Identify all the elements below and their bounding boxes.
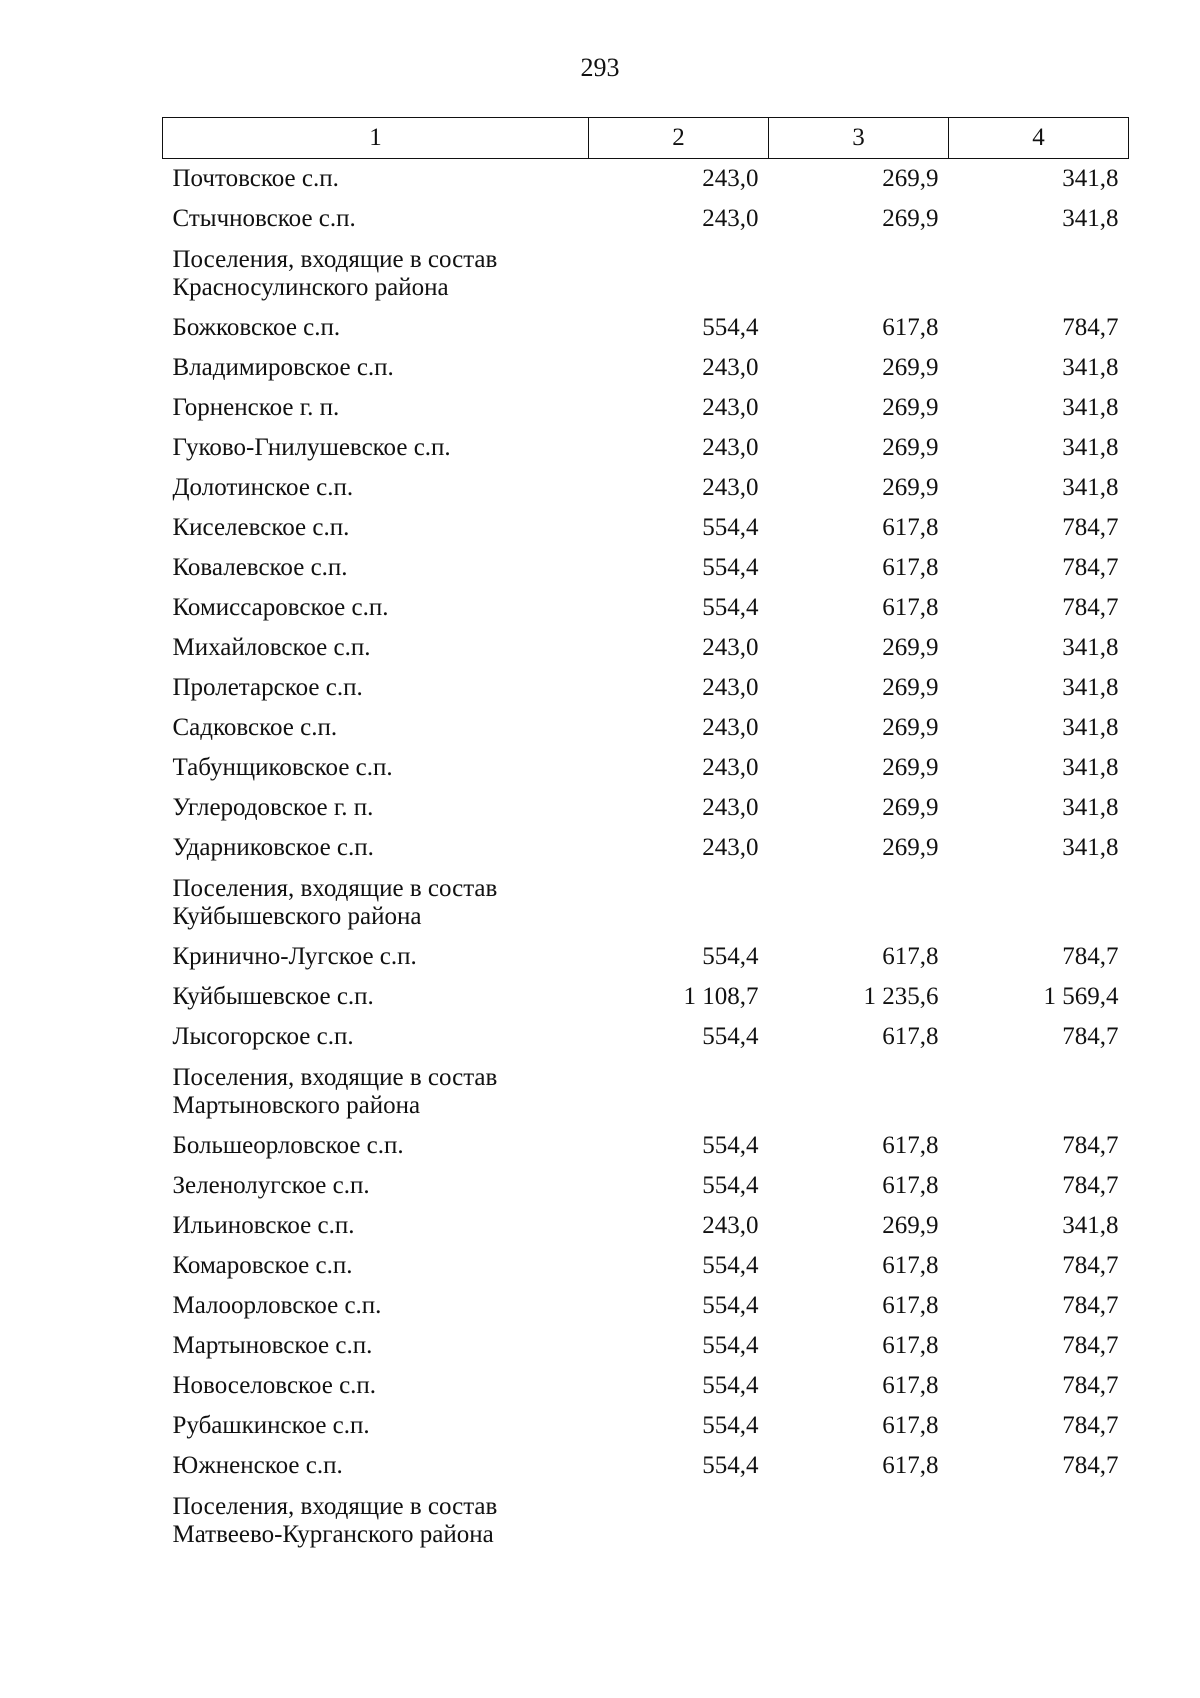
value-col-3: 1 235,6	[863, 983, 939, 1010]
value-col-3: 269,9	[882, 794, 939, 821]
value-col-3: 269,9	[882, 205, 939, 232]
table-row	[163, 628, 1129, 668]
table-row	[163, 1286, 1129, 1326]
value-col-2: 554,4	[702, 1023, 759, 1050]
table-row	[163, 199, 1129, 239]
empty-cell	[769, 868, 949, 937]
value-col-2: 554,4	[702, 1292, 759, 1319]
value-col-2: 243,0	[702, 165, 759, 192]
empty-cell	[589, 239, 769, 308]
table-row	[163, 1366, 1129, 1406]
value-col-4: 784,7	[1062, 943, 1119, 970]
value-col-3: 617,8	[882, 943, 939, 970]
value-col-4: 1 569,4	[1043, 983, 1119, 1010]
empty-cell	[589, 1486, 769, 1555]
group-heading-line: Поселения, входящие в состав	[172, 1492, 498, 1520]
table-row	[163, 668, 1129, 708]
value-col-2: 554,4	[702, 1252, 759, 1279]
value-col-3: 269,9	[882, 834, 939, 861]
value-col-4: 341,8	[1062, 1212, 1119, 1239]
value-col-3: 269,9	[882, 714, 939, 741]
table-row	[163, 748, 1129, 788]
value-col-3: 269,9	[882, 474, 939, 501]
value-col-3: 617,8	[882, 1292, 939, 1319]
value-col-3: 269,9	[882, 165, 939, 192]
settlement-name: Михайловское с.п.	[172, 634, 371, 661]
header-col-2: 2	[589, 118, 769, 159]
value-col-4: 341,8	[1062, 674, 1119, 701]
table-row	[163, 708, 1129, 748]
table-row	[163, 788, 1129, 828]
value-col-3: 617,8	[882, 594, 939, 621]
value-col-4: 784,7	[1062, 1452, 1119, 1479]
group-heading-line: Куйбышевского района	[172, 902, 422, 930]
settlement-name: Рубашкинское с.п.	[172, 1412, 370, 1439]
value-col-2: 554,4	[702, 514, 759, 541]
value-col-4: 341,8	[1062, 165, 1119, 192]
value-col-2: 243,0	[702, 205, 759, 232]
settlement-name: Мартыновское с.п.	[172, 1332, 373, 1359]
empty-cell	[949, 239, 1129, 308]
table-row	[163, 1126, 1129, 1166]
group-heading-row	[163, 1057, 1129, 1126]
table-header	[163, 118, 1129, 159]
settlement-name: Божковское с.п.	[172, 314, 341, 341]
value-col-4: 784,7	[1062, 594, 1119, 621]
value-col-4: 784,7	[1062, 1372, 1119, 1399]
value-col-3: 617,8	[882, 1132, 939, 1159]
group-heading-line: Поселения, входящие в состав	[172, 1063, 498, 1091]
table-row	[163, 937, 1129, 977]
group-heading	[163, 868, 589, 937]
value-col-4: 784,7	[1062, 1132, 1119, 1159]
settlement-name: Гуково-Гнилушевское с.п.	[172, 434, 451, 461]
value-col-2: 554,4	[702, 1372, 759, 1399]
value-col-2: 243,0	[702, 434, 759, 461]
settlement-name: Горненское г. п.	[172, 394, 340, 421]
settlement-name: Ковалевское с.п.	[172, 554, 348, 581]
table-row	[163, 1166, 1129, 1206]
value-col-3: 617,8	[882, 1023, 939, 1050]
value-col-4: 784,7	[1062, 1172, 1119, 1199]
value-col-2: 243,0	[702, 1212, 759, 1239]
group-heading-line: Поселения, входящие в состав	[172, 245, 498, 273]
table-row	[163, 508, 1129, 548]
settlement-name: Пролетарское с.п.	[172, 674, 363, 701]
value-col-3: 617,8	[882, 1252, 939, 1279]
table-row	[163, 388, 1129, 428]
value-col-2: 554,4	[702, 1332, 759, 1359]
table-row	[163, 1246, 1129, 1286]
value-col-2: 554,4	[702, 943, 759, 970]
value-col-2: 554,4	[702, 1132, 759, 1159]
empty-cell	[949, 868, 1129, 937]
value-col-4: 784,7	[1062, 1252, 1119, 1279]
empty-cell	[589, 868, 769, 937]
value-col-2: 554,4	[702, 1452, 759, 1479]
settlement-name: Новоселовское с.п.	[172, 1372, 377, 1399]
value-col-3: 617,8	[882, 554, 939, 581]
settlement-name: Южненское с.п.	[172, 1452, 343, 1479]
settlement-name: Комаровское с.п.	[172, 1252, 353, 1279]
group-heading	[163, 1486, 589, 1555]
table-row	[163, 1446, 1129, 1486]
header-col-4: 4	[949, 118, 1129, 159]
group-heading-line: Матвеево-Курганского района	[172, 1520, 494, 1548]
value-col-4: 341,8	[1062, 394, 1119, 421]
settlement-name: Большеорловское с.п.	[172, 1132, 404, 1159]
empty-cell	[949, 1057, 1129, 1126]
value-col-2: 243,0	[702, 754, 759, 781]
value-col-2: 554,4	[702, 594, 759, 621]
value-col-3: 617,8	[882, 1172, 939, 1199]
table-row	[163, 348, 1129, 388]
value-col-3: 269,9	[882, 634, 939, 661]
header-col-1: 1	[163, 118, 589, 159]
table-row	[163, 1017, 1129, 1057]
data-table	[162, 117, 1129, 1555]
value-col-2: 1 108,7	[683, 983, 759, 1010]
settlement-name: Малоорловское с.п.	[172, 1292, 382, 1319]
value-col-4: 341,8	[1062, 354, 1119, 381]
group-heading-line: Красносулинского района	[172, 273, 449, 301]
settlement-name: Комиссаровское с.п.	[172, 594, 389, 621]
empty-cell	[769, 1057, 949, 1126]
table-row	[163, 468, 1129, 508]
group-heading	[163, 239, 589, 308]
empty-cell	[769, 239, 949, 308]
value-col-2: 554,4	[702, 554, 759, 581]
value-col-3: 269,9	[882, 674, 939, 701]
value-col-4: 341,8	[1062, 834, 1119, 861]
group-heading	[163, 1057, 589, 1126]
value-col-4: 784,7	[1062, 514, 1119, 541]
table-row	[163, 977, 1129, 1017]
settlement-name: Садковское с.п.	[172, 714, 338, 741]
settlement-name: Куйбышевское с.п.	[172, 983, 374, 1010]
value-col-4: 784,7	[1062, 1412, 1119, 1439]
value-col-2: 243,0	[702, 634, 759, 661]
value-col-2: 243,0	[702, 794, 759, 821]
settlement-name: Лысогорское с.п.	[172, 1023, 354, 1050]
value-col-4: 341,8	[1062, 794, 1119, 821]
value-col-2: 243,0	[702, 474, 759, 501]
value-col-3: 269,9	[882, 434, 939, 461]
settlement-name: Почтовское с.п.	[172, 165, 339, 192]
value-col-2: 243,0	[702, 354, 759, 381]
value-col-2: 554,4	[702, 1412, 759, 1439]
value-col-3: 617,8	[882, 314, 939, 341]
settlement-name: Владимировское с.п.	[172, 354, 394, 381]
settlement-name: Зеленолугское с.п.	[172, 1172, 370, 1199]
table-row	[163, 1206, 1129, 1246]
table-row	[163, 1326, 1129, 1366]
value-col-4: 341,8	[1062, 634, 1119, 661]
value-col-3: 269,9	[882, 754, 939, 781]
group-heading-row	[163, 868, 1129, 937]
settlement-name: Ударниковское с.п.	[172, 834, 374, 861]
table-row	[163, 308, 1129, 348]
settlement-name: Табунщиковское с.п.	[172, 754, 393, 781]
empty-cell	[589, 1057, 769, 1126]
table-row	[163, 159, 1129, 200]
value-col-3: 617,8	[882, 514, 939, 541]
value-col-3: 269,9	[882, 394, 939, 421]
value-col-4: 784,7	[1062, 314, 1119, 341]
value-col-3: 617,8	[882, 1412, 939, 1439]
table-row	[163, 548, 1129, 588]
value-col-4: 784,7	[1062, 1292, 1119, 1319]
value-col-3: 269,9	[882, 354, 939, 381]
group-heading-line: Мартыновского района	[172, 1091, 421, 1119]
value-col-2: 243,0	[702, 714, 759, 741]
settlement-name: Киселевское с.п.	[172, 514, 350, 541]
value-col-4: 784,7	[1062, 1023, 1119, 1050]
empty-cell	[949, 1486, 1129, 1555]
table-row	[163, 428, 1129, 468]
value-col-3: 617,8	[882, 1372, 939, 1399]
value-col-4: 784,7	[1062, 554, 1119, 581]
value-col-4: 341,8	[1062, 434, 1119, 461]
settlement-name: Долотинское с.п.	[172, 474, 354, 501]
group-heading-row	[163, 239, 1129, 308]
page-number: 293	[580, 53, 620, 82]
table-row	[163, 1406, 1129, 1446]
settlement-name: Углеродовское г. п.	[172, 794, 374, 821]
value-col-4: 341,8	[1062, 205, 1119, 232]
value-col-4: 341,8	[1062, 714, 1119, 741]
settlement-name: Стычновское с.п.	[172, 205, 356, 232]
value-col-4: 784,7	[1062, 1332, 1119, 1359]
table-body	[163, 159, 1129, 1556]
header-row	[163, 118, 1129, 159]
value-col-4: 341,8	[1062, 754, 1119, 781]
value-col-3: 269,9	[882, 1212, 939, 1239]
settlement-name: Кринично-Лугское с.п.	[172, 943, 417, 970]
value-col-2: 243,0	[702, 394, 759, 421]
settlement-name: Ильиновское с.п.	[172, 1212, 355, 1239]
group-heading-row	[163, 1486, 1129, 1555]
value-col-2: 554,4	[702, 314, 759, 341]
value-col-2: 243,0	[702, 674, 759, 701]
value-col-4: 341,8	[1062, 474, 1119, 501]
value-col-2: 554,4	[702, 1172, 759, 1199]
value-col-2: 243,0	[702, 834, 759, 861]
value-col-3: 617,8	[882, 1452, 939, 1479]
table-row	[163, 828, 1129, 868]
value-col-3: 617,8	[882, 1332, 939, 1359]
empty-cell	[769, 1486, 949, 1555]
header-col-3: 3	[769, 118, 949, 159]
table-row	[163, 588, 1129, 628]
group-heading-line: Поселения, входящие в состав	[172, 874, 498, 902]
